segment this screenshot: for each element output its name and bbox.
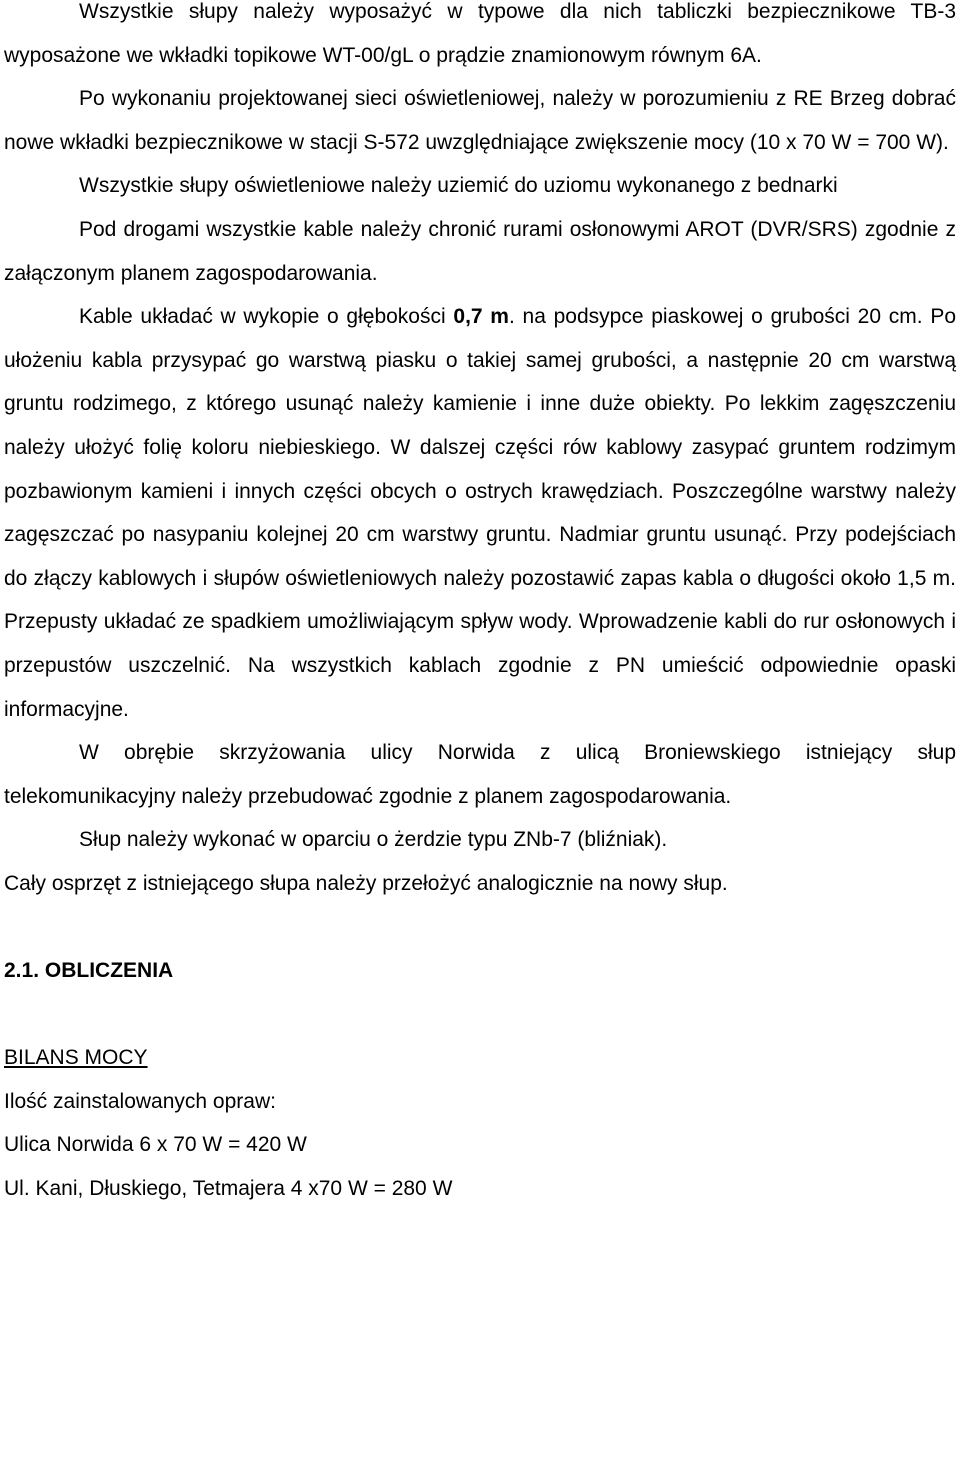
paragraph-protective-pipes: Pod drogami wszystkie kable należy chronić rurami osłonowymi AROT (DVR/SRS) zgodnie z załączonym planem zagospodarowania. [4, 217, 956, 285]
document-page [4, 0, 956, 1211]
section-heading: 2.1. OBLICZENIA [4, 959, 174, 983]
paragraph-fittings: Cały osprzęt z istniejącego słupa należy przełożyć analogicznie na nowy słup. [4, 871, 728, 895]
cable-laying-text-b: . na podsypce piaskowej o grubości 20 cm. Po ułożeniu kabla przysypać go warstwą piasku o takiej samej grubości, a następnie 20 cm warstwą gruntu rodzimego, z którego usunąć należy kamienie i inne duże obiekty. Po lekkim zagęszczeniu należy ułożyć folię koloru niebieskiego. W dalszej części rów kablowy zasypać gruntem rodzimym pozbawionym kamieni i innych części obcych o ostrych krawędziach. Poszczególne warstwy należy zagęszczać po nasypaniu kolejnej 20 cm warstwy gruntu. Nadmiar gruntu usunąć. Przy podejściach do złączy kablowych i słupów oświetleniowych należy pozostawić zapas kabla o długości około 1,5 m. Przepusty układać ze spadkiem umożliwiającym spływ wody. Wprowadzenie kabli do rur osłonowych i przepustów uszczelnić. Na wszystkich kablach zgodnie z PN umieścić odpowiednie opaski informacyjne. [4, 305, 957, 721]
cable-laying-text-a: Kable układać w wykopie o głębokości [79, 305, 454, 329]
paragraph-telecom-pole: W obrębie skrzyżowania ulicy Norwida z ulicą Broniewskiego istniejący słup telekomunikacyjny należy przebudować zgodnie z planem zagospodarowania. [4, 741, 956, 808]
paragraph-fuse-inserts: Po wykonaniu projektowanej sieci oświetleniowej, należy w porozumieniu z RE Brzeg dobrać nowe wkładki bezpiecznikowe w stacji S-572 uwzględniające zwiększenie mocy (10 x 70 W = 700 W). [4, 87, 956, 154]
power-line-kani: Ul. Kani, Dłuskiego, Tetmajera 4 x70 W = 280 W [4, 1177, 453, 1201]
installed-fixtures-label: Ilość zainstalowanych opraw: [4, 1089, 276, 1113]
power-line-norwida: Ulica Norwida 6 x 70 W = 420 W [4, 1133, 307, 1157]
section-subheading: BILANS MOCY [4, 1046, 148, 1070]
cable-depth-value: 0,7 m [453, 305, 509, 329]
paragraph-fuse-boards: Wszystkie słupy należy wyposażyć w typowe dla nich tabliczki bezpiecznikowe TB-3 wyposażone we wkładki topikowe WT-00/gL o prądzie znamionowym równym 6A. [4, 0, 956, 67]
paragraph-grounding: Wszystkie słupy oświetleniowe należy uziemić do uziomu wykonanego z bednarki [79, 174, 838, 198]
paragraph-cable-laying [4, 295, 956, 731]
paragraph-pole-type: Słup należy wykonać w oparciu o żerdzie typu ZNb-7 (bliźniak). [79, 828, 668, 852]
